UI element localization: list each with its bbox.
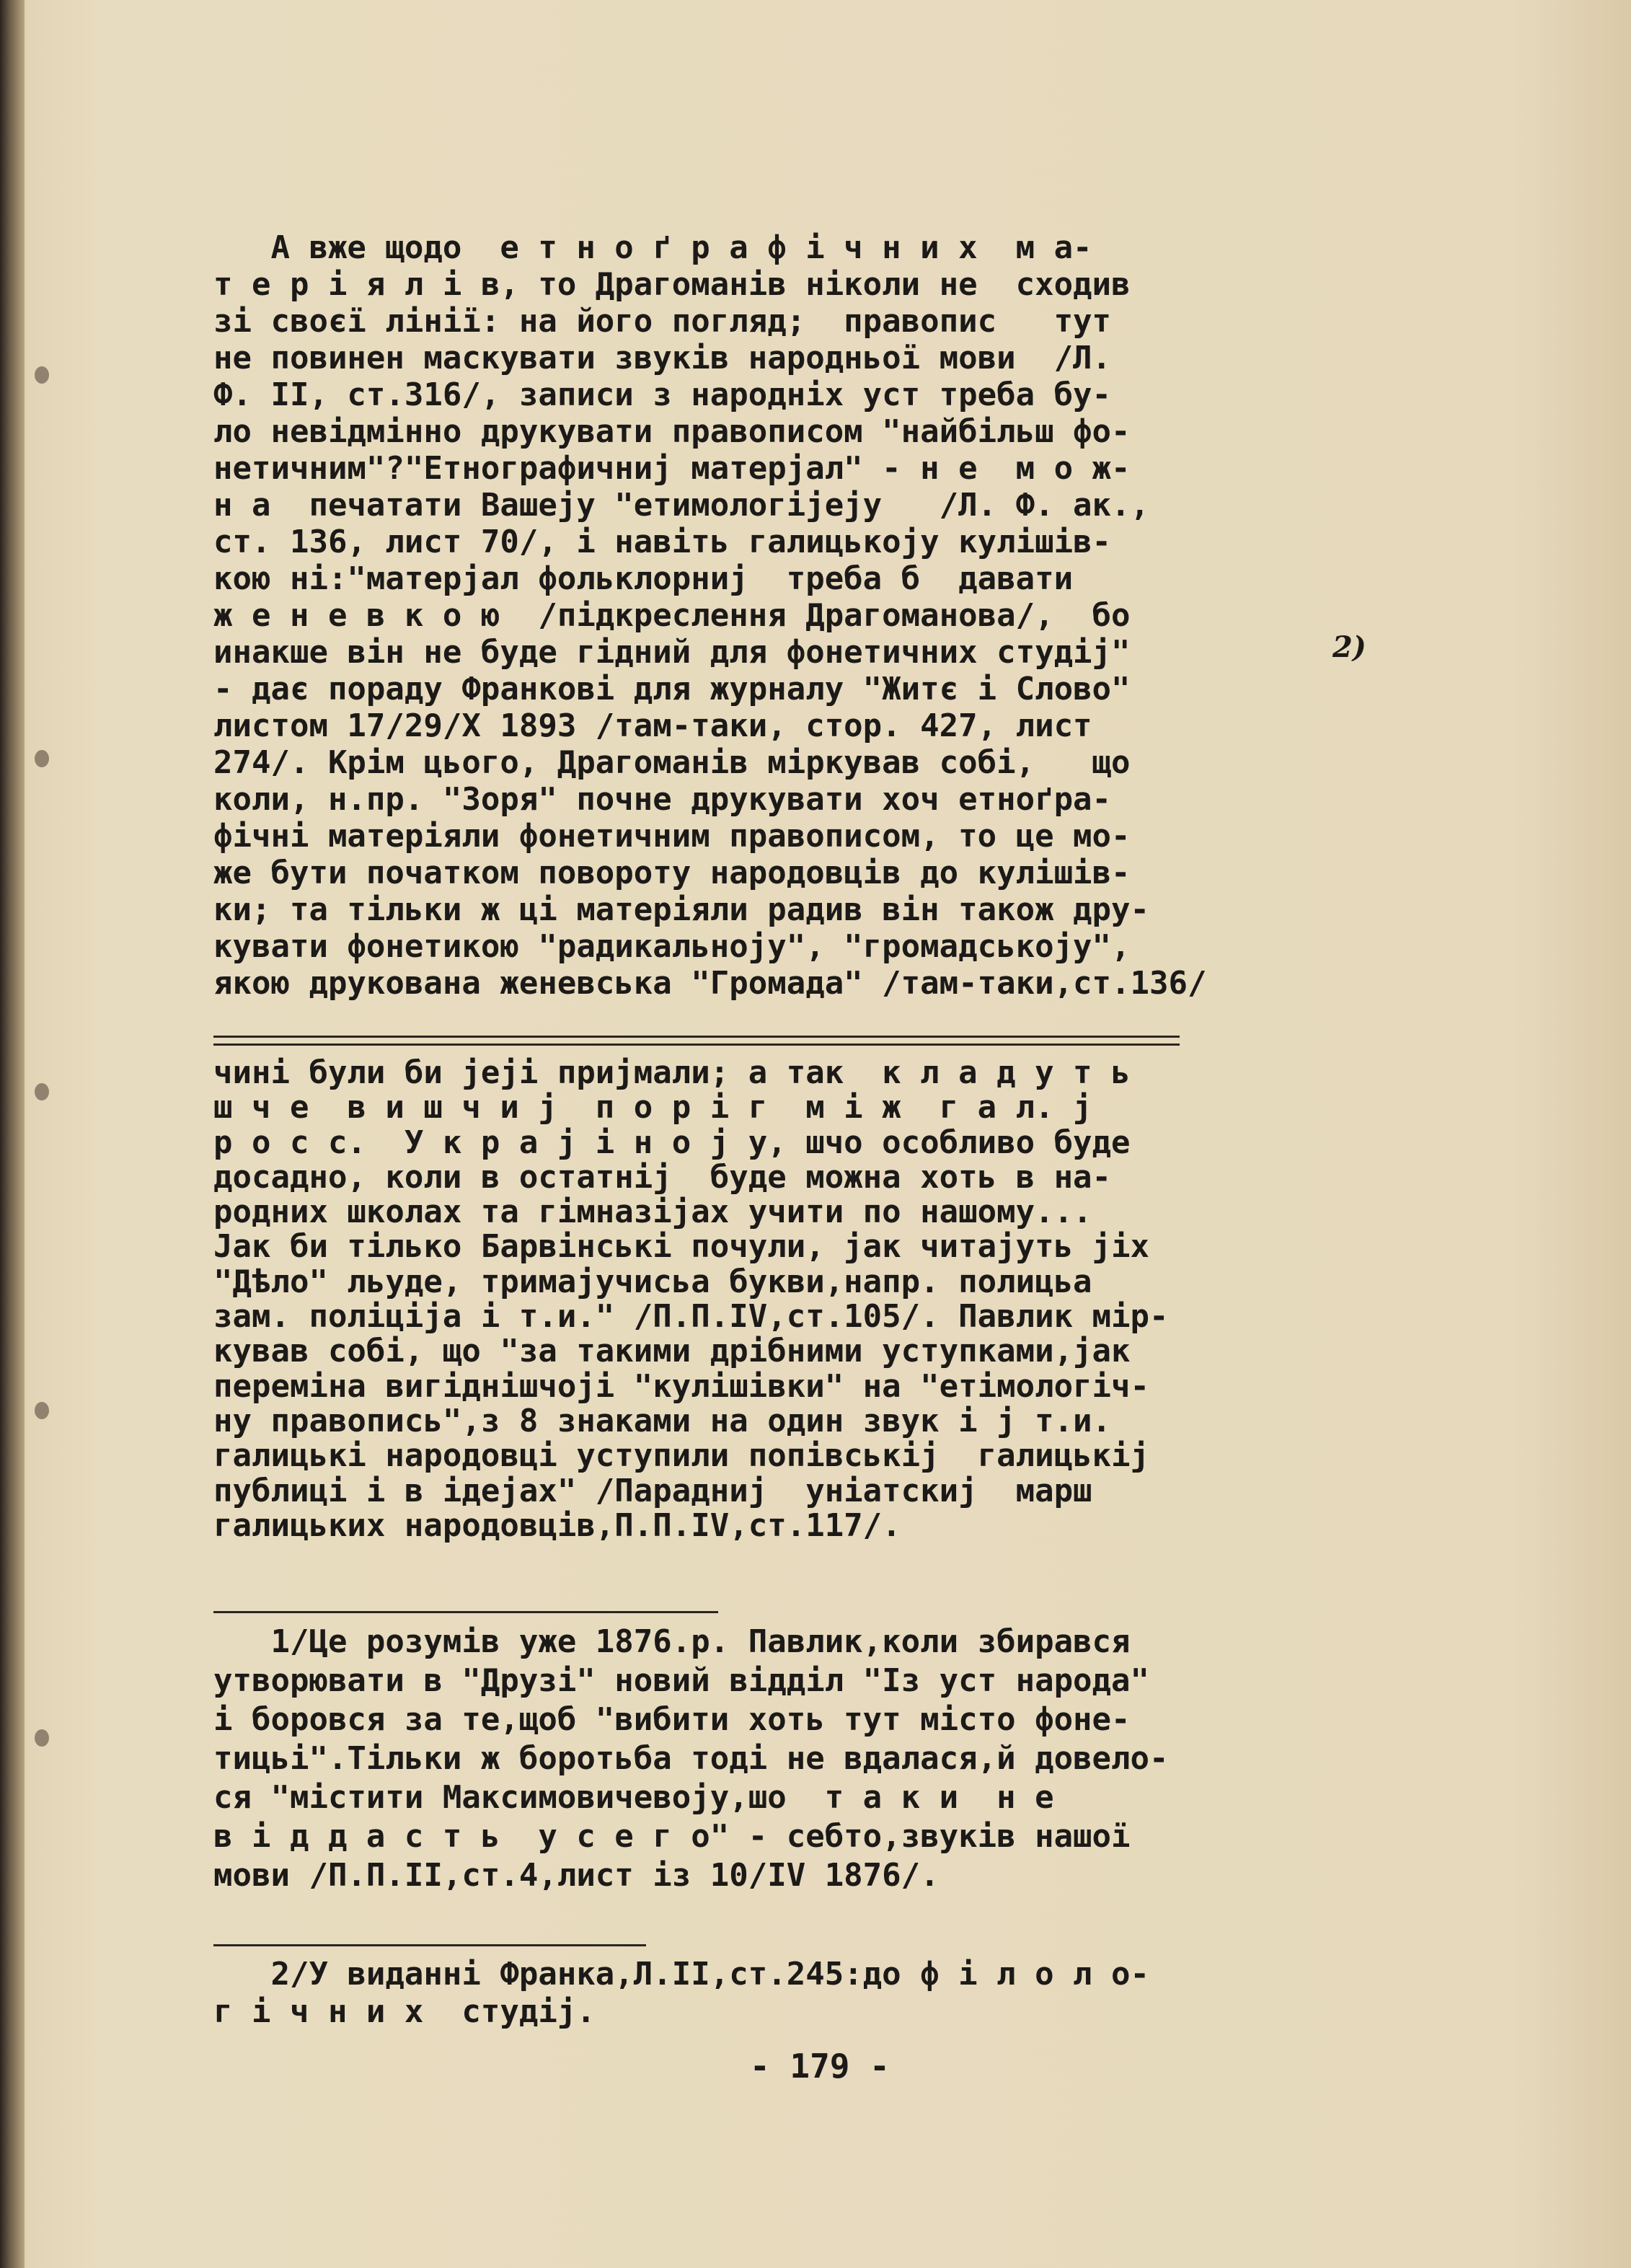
text-line: зам. поліціја і т.и." /П.П.IV,ст.105/. Павлик мір- [213, 1298, 1169, 1336]
text-line: инакше він не буде гідний для фонетичних студіј" [213, 634, 1131, 671]
text-line: переміна вигіднішчојі "кулішівки" на "етімологіч- [213, 1367, 1150, 1405]
text-line: ну правопись",з 8 знаками на один звук і ј т.и. [213, 1402, 1112, 1439]
text-line: тицьі".Тільки ж боротьба тоді не вдалася,й довело- [213, 1740, 1169, 1777]
footnote-2 [213, 1956, 1396, 2031]
text-line: ся "містити Максимовичевоју,шо т а к и н е [213, 1779, 1054, 1816]
text-line: "Дѣло" льуде, тримајучисьа букви,напр. полицьа [213, 1263, 1092, 1300]
text-line: кував собі, що "за такими дрібними уступками,јак [213, 1333, 1131, 1370]
text-line: якою друкована женевська "Громада" /там-таки,ст.136/ [213, 965, 1207, 1002]
text-line: ст. 136, лист 70/, і навіть галицькоју кулішів- [213, 524, 1112, 560]
footnote-continuation [213, 1056, 1396, 1543]
text-line: родних школах та гімназіјах учити по нашому... [213, 1193, 1092, 1231]
text-line: 1/Це розумів уже 1876.р. Павлик,коли збирався [213, 1623, 1131, 1660]
text-line: 274/. Крім цього, Драгоманів міркував собі, що [213, 744, 1131, 781]
text-line: р о с с. У к р а ј і н о ј у, шчо особливо буде [213, 1124, 1131, 1161]
text-line: 2/У виданні Франка,Л.II,ст.245:до ф і л о л о- [213, 1956, 1150, 1993]
binding-hole [35, 1729, 49, 1747]
text-line: не повинен маскувати звуків народньої мови /Л. [213, 340, 1112, 376]
text-line: ки; та тільки ж ці матеріяли радив він також дру- [213, 891, 1150, 928]
footnote-divider [213, 1611, 718, 1613]
text-line: і боровся за те,щоб "вибити хоть тут місто фоне- [213, 1701, 1131, 1738]
text-line: кувати фонетикою "радикальноју", "громадськоју", [213, 928, 1131, 965]
footnote-divider [213, 1944, 646, 1946]
text-line: чині були би јеjі приjмали; а так к л а д у т ь [213, 1054, 1131, 1091]
text-line: галицьких народовців,П.П.IV,ст.117/. [213, 1506, 901, 1544]
text-line: нетичним"?"Етнографичниј матерјал" - н е м о ж- [213, 450, 1131, 487]
text-line: фічні матеріяли фонетичним правописом, то це мо- [213, 818, 1131, 855]
page-number: - 179 - [750, 2047, 890, 2086]
main-paragraph [213, 229, 1396, 1002]
footnote-1 [213, 1623, 1425, 1895]
text-line: утворювати в "Друзі" новий відділ "Із уст народа" [213, 1662, 1150, 1699]
text-line: досадно, коли в остатніј буде можна хоть в на- [213, 1158, 1112, 1196]
text-line: коли, н.пр. "Зоря" почне друкувати хоч етноґра- [213, 781, 1112, 818]
text-line: Ф. II, ст.316/, записи з народніх уст треба бу- [213, 376, 1112, 413]
binding-hole [35, 750, 49, 767]
text-line: же бути початком повороту народовців до кулішів- [213, 855, 1131, 891]
text-line: ш ч е в и ш ч и ј п о р і г м і ж г а л. ј [213, 1089, 1092, 1126]
text-line: - дає пораду Франкові для журналу "Житє і Слово" [213, 671, 1131, 707]
text-line: в і д д а с т ь у с е г о" - себто,звуків нашої [213, 1818, 1131, 1855]
footnote-reference: 2) [1332, 630, 1366, 664]
text-line: мови /П.П.II,ст.4,лист із 10/IV 1876/. [213, 1857, 940, 1894]
text-line: зі своєї лінії: на його погляд; правопис тут [213, 303, 1112, 340]
book-binding-edge [0, 0, 25, 2268]
text-line: т е р і я л і в, то Драгоманів ніколи не сходив [213, 266, 1131, 303]
binding-hole [35, 366, 49, 384]
section-divider [213, 1036, 1180, 1046]
text-line: ло невідмінно друкувати правописом "найбільш фо- [213, 413, 1131, 450]
text-line: г і ч н и х студіј. [213, 1993, 596, 2030]
binding-hole [35, 1083, 49, 1100]
binding-hole [35, 1402, 49, 1419]
text-line: ж е н е в к о ю /підкреслення Драгоманова/, бо [213, 597, 1131, 634]
text-line: публиці і в ідејах" /Парадниј уніатскиј марш [213, 1472, 1092, 1509]
text-line: галицькі народовці уступили попівськіј галицькіј [213, 1437, 1150, 1475]
text-line: листом 17/29/Х 1893 /там-таки, стор. 427, лист [213, 707, 1092, 744]
text-line: н а печатати Вашеју "етимологіјеју /Л. Ф. ак., [213, 487, 1150, 524]
text-line: А вже щодо е т н о ґ р а ф і ч н и х м а- [213, 229, 1092, 266]
text-line: Јак би тілько Барвінські почули, јак читајуть јіх [213, 1228, 1150, 1266]
text-line: кою ні:"матерјал фольклорниј треба б давати [213, 560, 1074, 597]
